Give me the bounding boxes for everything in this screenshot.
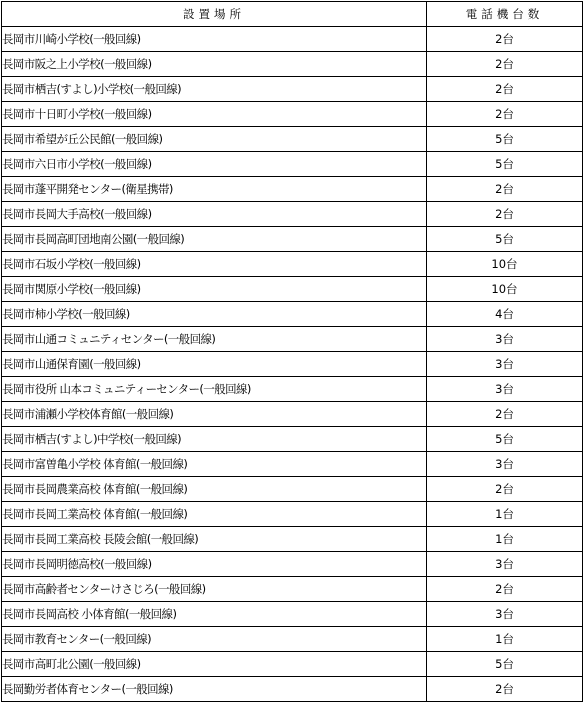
place-cell: 長岡市長岡高校 小体育館(一般回線) bbox=[2, 602, 427, 627]
table-row bbox=[2, 27, 583, 52]
count-cell: 2台 bbox=[427, 577, 583, 602]
table-row bbox=[2, 327, 583, 352]
place-cell: 長岡市長岡明徳高校(一般回線) bbox=[2, 552, 427, 577]
place-cell: 長岡市長岡工業高校 体育館(一般回線) bbox=[2, 502, 427, 527]
table-row bbox=[2, 502, 583, 527]
header-row bbox=[2, 2, 583, 27]
count-cell: 5台 bbox=[427, 152, 583, 177]
table-row bbox=[2, 352, 583, 377]
table-row bbox=[2, 77, 583, 102]
table-row bbox=[2, 627, 583, 652]
place-cell: 長岡勤労者体育センター(一般回線) bbox=[2, 677, 427, 702]
count-cell: 1台 bbox=[427, 502, 583, 527]
table-row bbox=[2, 127, 583, 152]
place-cell: 長岡市役所 山本コミュニティーセンター(一般回線) bbox=[2, 377, 427, 402]
table-row bbox=[2, 477, 583, 502]
table-row bbox=[2, 102, 583, 127]
count-cell: 2台 bbox=[427, 477, 583, 502]
count-cell: 2台 bbox=[427, 402, 583, 427]
count-cell: 4台 bbox=[427, 302, 583, 327]
place-cell: 長岡市六日市小学校(一般回線) bbox=[2, 152, 427, 177]
count-cell: 2台 bbox=[427, 177, 583, 202]
count-cell: 2台 bbox=[427, 677, 583, 702]
count-cell: 5台 bbox=[427, 127, 583, 152]
count-cell: 10台 bbox=[427, 277, 583, 302]
count-cell: 3台 bbox=[427, 602, 583, 627]
count-cell: 3台 bbox=[427, 552, 583, 577]
place-cell: 長岡市長岡大手高校(一般回線) bbox=[2, 202, 427, 227]
place-cell: 長岡市栖吉(すよし)中学校(一般回線) bbox=[2, 427, 427, 452]
count-cell: 2台 bbox=[427, 102, 583, 127]
place-cell: 長岡市長岡高町団地南公園(一般回線) bbox=[2, 227, 427, 252]
place-cell: 長岡市富曽亀小学校 体育館(一般回線) bbox=[2, 452, 427, 477]
place-cell: 長岡市川崎小学校(一般回線) bbox=[2, 27, 427, 52]
place-cell: 長岡市高町北公園(一般回線) bbox=[2, 652, 427, 677]
table-row bbox=[2, 552, 583, 577]
count-cell: 2台 bbox=[427, 202, 583, 227]
place-cell: 長岡市希望が丘公民館(一般回線) bbox=[2, 127, 427, 152]
table-row bbox=[2, 677, 583, 702]
table-row bbox=[2, 252, 583, 277]
count-cell: 5台 bbox=[427, 652, 583, 677]
place-cell: 長岡市柿小学校(一般回線) bbox=[2, 302, 427, 327]
table-row bbox=[2, 377, 583, 402]
table-row bbox=[2, 577, 583, 602]
count-cell: 2台 bbox=[427, 77, 583, 102]
table-row bbox=[2, 52, 583, 77]
table-row bbox=[2, 427, 583, 452]
place-cell: 長岡市長岡農業高校 体育館(一般回線) bbox=[2, 477, 427, 502]
place-cell: 長岡市蓬平開発センター(衛星携帯) bbox=[2, 177, 427, 202]
table-row bbox=[2, 277, 583, 302]
header-count: 電話機台数 bbox=[427, 2, 583, 27]
table-row bbox=[2, 452, 583, 477]
place-cell: 長岡市山通コミュニティセンター(一般回線) bbox=[2, 327, 427, 352]
table-row bbox=[2, 302, 583, 327]
table-body bbox=[2, 27, 583, 702]
header-place: 設置場所 bbox=[2, 2, 427, 27]
count-cell: 3台 bbox=[427, 352, 583, 377]
count-cell: 3台 bbox=[427, 452, 583, 477]
table-row bbox=[2, 602, 583, 627]
count-cell: 1台 bbox=[427, 627, 583, 652]
table-row bbox=[2, 152, 583, 177]
count-cell: 2台 bbox=[427, 52, 583, 77]
place-cell: 長岡市十日町小学校(一般回線) bbox=[2, 102, 427, 127]
table-header bbox=[2, 2, 583, 27]
count-cell: 1台 bbox=[427, 527, 583, 552]
count-cell: 2台 bbox=[427, 27, 583, 52]
place-cell: 長岡市石坂小学校(一般回線) bbox=[2, 252, 427, 277]
place-cell: 長岡市長岡工業高校 長陵会館(一般回線) bbox=[2, 527, 427, 552]
place-cell: 長岡市栖吉(すよし)小学校(一般回線) bbox=[2, 77, 427, 102]
count-cell: 5台 bbox=[427, 427, 583, 452]
count-cell: 10台 bbox=[427, 252, 583, 277]
place-cell: 長岡市関原小学校(一般回線) bbox=[2, 277, 427, 302]
place-cell: 長岡市阪之上小学校(一般回線) bbox=[2, 52, 427, 77]
table-row bbox=[2, 227, 583, 252]
table-row bbox=[2, 527, 583, 552]
count-cell: 3台 bbox=[427, 377, 583, 402]
table-row bbox=[2, 202, 583, 227]
phone-location-table bbox=[1, 1, 583, 702]
place-cell: 長岡市浦瀬小学校体育館(一般回線) bbox=[2, 402, 427, 427]
table-row bbox=[2, 402, 583, 427]
table-row bbox=[2, 652, 583, 677]
count-cell: 3台 bbox=[427, 327, 583, 352]
count-cell: 5台 bbox=[427, 227, 583, 252]
place-cell: 長岡市山通保育園(一般回線) bbox=[2, 352, 427, 377]
table-row bbox=[2, 177, 583, 202]
place-cell: 長岡市高齢者センターけさじろ(一般回線) bbox=[2, 577, 427, 602]
place-cell: 長岡市教育センター(一般回線) bbox=[2, 627, 427, 652]
